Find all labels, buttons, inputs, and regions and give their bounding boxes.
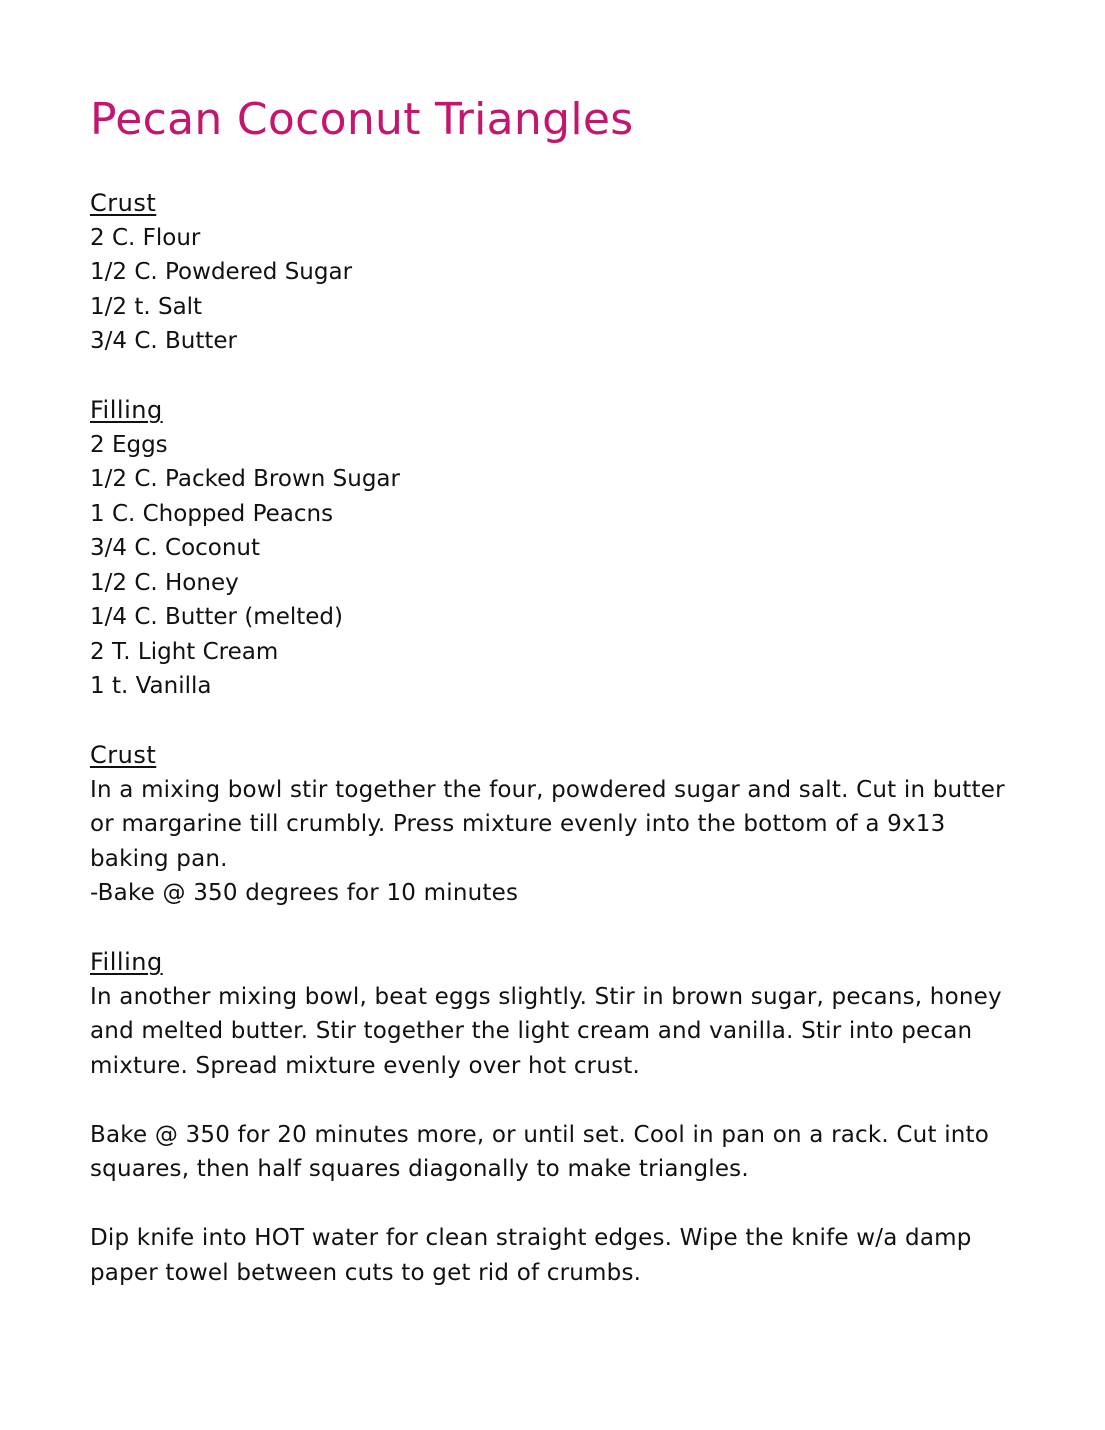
filling-ingredients-list	[90, 428, 1030, 704]
ingredient-item: 2 C. Flour	[90, 224, 201, 251]
filling-directions-section	[90, 945, 1030, 1083]
ingredient-item: 1/2 C. Packed Brown Sugar	[90, 466, 400, 492]
crust-ingredients-heading: Crust	[90, 189, 157, 217]
ingredient-item: 2 T. Light Cream	[90, 638, 279, 665]
filling-directions-heading: Filling	[90, 948, 163, 976]
ingredient-item: 1/2 C. Honey	[90, 569, 239, 596]
crust-ingredients-section	[90, 186, 1030, 359]
crust-ingredients-list	[90, 221, 1030, 359]
ingredient-item: 1/4 C. Butter (melted)	[90, 604, 343, 630]
ingredient-item: 1 C. Chopped Peacns	[90, 500, 334, 527]
crust-directions-text: In a mixing bowl stir together the four, powdered sugar and salt. Cut in butter or margarine till crumbly. Press mixture evenly into the bottom of a 9x13 baking pan.	[90, 776, 1005, 872]
filling-ingredients-section	[90, 393, 1030, 704]
bake-instruction: Bake @ 350 for 20 minutes more, or until set. Cool in pan on a rack. Cut into squares, then half squares diagonally to make triangles.	[90, 1121, 990, 1182]
filling-ingredients-heading: Filling	[90, 396, 163, 424]
recipe-title: Pecan Coconut Triangles	[90, 94, 634, 145]
ingredient-item: 3/4 C. Coconut	[90, 535, 261, 561]
recipe-page	[90, 88, 1030, 1290]
crust-directions-section	[90, 738, 1030, 911]
filling-directions-text: In another mixing bowl, beat eggs slightly. Stir in brown sugar, pecans, honey and melted butter. Stir together the light cream and vanilla. Stir into pecan mixture. Spread mixture evenly over hot crust.	[90, 983, 1002, 1079]
crust-bake-instruction: -Bake @ 350 degrees for 10 minutes	[90, 880, 519, 906]
crust-directions-heading: Crust	[90, 741, 157, 769]
ingredient-item: 1/2 C. Powdered Sugar	[90, 259, 353, 285]
ingredient-item: 3/4 C. Butter	[90, 328, 238, 354]
ingredient-item: 1 t. Vanilla	[90, 673, 212, 699]
ingredient-item: 1/2 t. Salt	[90, 293, 203, 320]
ingredient-item: 2 Eggs	[90, 431, 168, 458]
cutting-tip: Dip knife into HOT water for clean straight edges. Wipe the knife w/a damp paper towel between cuts to get rid of crumbs.	[90, 1225, 972, 1286]
